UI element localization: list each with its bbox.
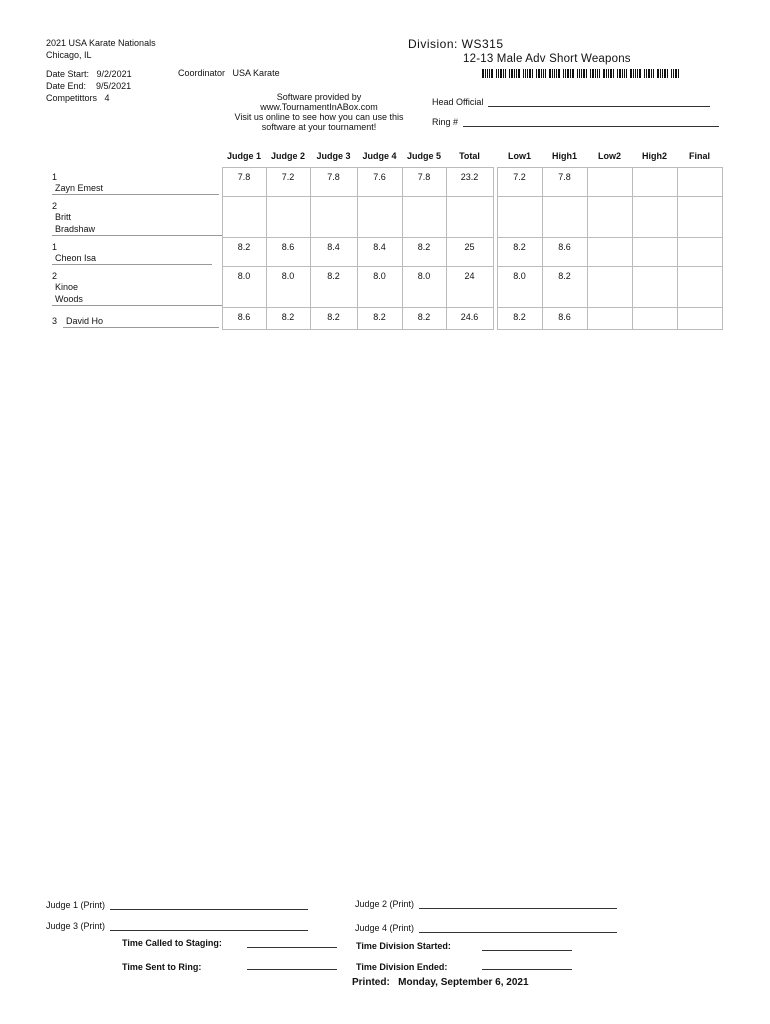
software-line-1: Software provided by <box>276 92 362 102</box>
date-end-label: Date End: <box>46 81 87 91</box>
score-judge-5: 8.2 <box>402 308 446 330</box>
barcode-bar <box>586 69 587 78</box>
time-sent-line <box>247 960 337 970</box>
competitor-number: 3 <box>52 315 58 326</box>
competitors-row <box>46 92 156 104</box>
judge-4-line <box>419 923 617 933</box>
barcode-bar <box>552 69 553 78</box>
score-high2 <box>632 308 677 330</box>
barcode-bar <box>500 69 502 78</box>
time-called-label: Time Called to Staging: <box>122 938 222 948</box>
barcode-bar <box>545 69 546 78</box>
barcode-bar <box>529 69 531 78</box>
score-low1: 7.2 <box>497 168 542 197</box>
score-judge-5: 8.0 <box>402 267 446 308</box>
score-judge-5: 7.8 <box>402 168 446 197</box>
competitor-cell <box>46 168 222 197</box>
barcode-bar <box>485 69 486 78</box>
barcode-bar <box>523 69 524 78</box>
coordinator-row <box>178 68 280 78</box>
barcode-bar <box>536 69 537 78</box>
score-low2 <box>587 267 632 308</box>
header-judge-2: Judge 2 <box>270 151 305 161</box>
barcode-bar <box>664 69 666 78</box>
score-high1: 8.2 <box>542 267 587 308</box>
score-low1: 8.0 <box>497 267 542 308</box>
score-judge-5 <box>402 197 446 238</box>
score-high2 <box>632 168 677 197</box>
barcode-bar <box>673 69 674 78</box>
barcode-bar <box>595 69 596 78</box>
barcode-bar <box>635 69 636 78</box>
score-high1: 8.6 <box>542 308 587 330</box>
barcode-bar <box>498 69 499 78</box>
barcode-bar <box>671 69 672 78</box>
barcode-bar <box>606 69 607 78</box>
judge-2-label: Judge 2 (Print) <box>355 899 415 909</box>
head-official-line <box>488 97 710 107</box>
score-judge-1: 8.0 <box>222 267 266 308</box>
judge-2-signature <box>355 899 617 909</box>
barcode-bar <box>583 69 585 78</box>
event-name: 2021 USA Karate Nationals <box>46 38 156 48</box>
score-judge-2: 7.2 <box>266 168 310 197</box>
score-low2 <box>587 238 632 267</box>
barcode-bar <box>622 69 623 78</box>
score-judge-3: 8.4 <box>310 238 357 267</box>
barcode-bar <box>527 69 528 78</box>
barcode-bar <box>592 69 594 78</box>
barcode-bar <box>610 69 612 78</box>
judge-3-line <box>110 921 308 931</box>
score-table <box>46 145 723 330</box>
competitor-number: 2 <box>52 200 58 211</box>
time-started-line <box>482 941 572 951</box>
barcode-bar <box>489 69 490 78</box>
score-low1 <box>497 197 542 238</box>
score-final <box>677 238 722 267</box>
score-low2 <box>587 308 632 330</box>
score-judge-4: 8.2 <box>357 308 402 330</box>
competitor-cell <box>46 238 222 267</box>
competitors-label: Competittors <box>46 93 98 103</box>
barcode-bar <box>491 69 493 78</box>
score-header-row <box>46 145 722 168</box>
barcode-bar <box>660 69 661 78</box>
barcode-bar <box>624 69 625 78</box>
competitor-cell <box>46 308 222 330</box>
barcode-bar <box>565 69 566 78</box>
score-judge-2: 8.6 <box>266 238 310 267</box>
date-end-value: 9/5/2021 <box>96 81 132 91</box>
score-high1: 7.8 <box>542 168 587 197</box>
barcode-bar <box>678 69 679 78</box>
judge-2-line <box>419 899 617 909</box>
printed-date-row <box>352 977 529 988</box>
score-judge-1: 7.8 <box>222 168 266 197</box>
barcode-bar <box>558 69 560 78</box>
barcode-bar <box>538 69 540 78</box>
score-judge-4 <box>357 197 402 238</box>
score-high1 <box>542 197 587 238</box>
coordinator-label: Coordinator <box>178 68 226 78</box>
barcode-bar <box>653 69 654 78</box>
barcode-bar <box>603 69 605 78</box>
barcode-bar <box>496 69 497 78</box>
barcode-bar <box>518 69 520 78</box>
coordinator-value: USA Karate <box>232 68 280 78</box>
header-high2: High2 <box>641 151 667 161</box>
date-start-label: Date Start: <box>46 69 90 79</box>
barcode-bar <box>646 69 647 78</box>
date-start-value: 9/2/2021 <box>96 69 132 79</box>
barcode-bar <box>572 69 574 78</box>
score-judge-1: 8.2 <box>222 238 266 267</box>
barcode-bar <box>581 69 582 78</box>
score-low1: 8.2 <box>497 238 542 267</box>
judge-1-label: Judge 1 (Print) <box>46 900 106 910</box>
competitor-name: Cheon Isa <box>52 252 212 265</box>
score-high2 <box>632 238 677 267</box>
barcode-bar <box>579 69 580 78</box>
header-judge-4: Judge 4 <box>362 151 397 161</box>
score-low2 <box>587 197 632 238</box>
score-total: 23.2 <box>446 168 493 197</box>
barcode-bar <box>590 69 591 78</box>
name-column-header <box>46 145 222 168</box>
ring-field <box>432 117 719 127</box>
barcode-bar <box>482 69 484 78</box>
barcode-bar <box>608 69 609 78</box>
barcode-bar <box>599 69 600 78</box>
barcode-bar <box>516 69 517 78</box>
competitor-cell <box>46 267 222 308</box>
header-high1: High1 <box>551 151 577 161</box>
time-called-line <box>247 938 337 948</box>
barcode-bar <box>651 69 652 78</box>
printed-date: Monday, September 6, 2021 <box>398 977 529 988</box>
barcode-bar <box>543 69 544 78</box>
barcode-bar <box>487 69 488 78</box>
time-sent-label: Time Sent to Ring: <box>122 962 202 972</box>
score-judge-3: 7.8 <box>310 168 357 197</box>
ring-label: Ring # <box>432 117 459 127</box>
date-end-row <box>46 80 156 92</box>
division-code: Division: WS315 <box>408 37 504 51</box>
header-final: Final <box>688 151 710 161</box>
head-official-field <box>432 97 710 107</box>
printed-label: Printed: <box>352 977 390 988</box>
time-started-field <box>356 941 451 951</box>
barcode-bar <box>644 69 645 78</box>
barcode-bar <box>617 69 618 78</box>
competitor-cell <box>46 197 222 238</box>
score-total <box>446 197 493 238</box>
score-total: 24.6 <box>446 308 493 330</box>
barcode-bar <box>570 69 571 78</box>
score-judge-2: 8.2 <box>266 308 310 330</box>
score-high1: 8.6 <box>542 238 587 267</box>
competitor-number: 1 <box>52 171 58 182</box>
header-low1: Low1 <box>507 151 531 161</box>
software-line-2: www.TournamentInABox.com <box>260 102 378 112</box>
score-low1: 8.2 <box>497 308 542 330</box>
barcode-bar <box>639 69 641 78</box>
barcode-bar <box>525 69 526 78</box>
time-started-label: Time Division Started: <box>356 941 451 951</box>
score-high2 <box>632 197 677 238</box>
header-judge-5: Judge 5 <box>406 151 441 161</box>
judge-4-signature <box>355 923 617 933</box>
barcode-bar <box>662 69 663 78</box>
barcode-bar <box>505 69 506 78</box>
barcode-bar <box>554 69 555 78</box>
score-final <box>677 197 722 238</box>
barcode-bar <box>613 69 614 78</box>
software-line-4: software at your tournament! <box>261 122 377 132</box>
barcode-bar <box>675 69 677 78</box>
header-judge-1: Judge 1 <box>226 151 261 161</box>
competitor-row <box>46 238 722 267</box>
time-ended-line <box>482 960 572 970</box>
score-judge-2 <box>266 197 310 238</box>
barcode-bar <box>549 69 551 78</box>
barcode-bar <box>630 69 632 78</box>
software-note <box>222 92 416 132</box>
barcode-bar <box>532 69 533 78</box>
barcode-bar <box>667 69 668 78</box>
score-judge-3 <box>310 197 357 238</box>
score-judge-5: 8.2 <box>402 238 446 267</box>
barcode <box>482 69 683 78</box>
barcode-bar <box>511 69 513 78</box>
header-low2: Low2 <box>597 151 621 161</box>
score-final <box>677 308 722 330</box>
barcode-bar <box>567 69 569 78</box>
competitor-name: Britt Bradshaw <box>52 211 222 236</box>
competitor-row <box>46 267 722 308</box>
competitor-name: Zayn Emest <box>52 182 219 195</box>
ring-line <box>463 117 719 127</box>
software-line-3: Visit us online to see how you can use this <box>234 112 404 122</box>
competitor-number: 2 <box>52 270 58 281</box>
competitor-row <box>46 308 722 330</box>
competitor-name: Kinoe Woods <box>52 281 222 306</box>
head-official-label: Head Official <box>432 97 484 107</box>
score-high2 <box>632 267 677 308</box>
judge-4-label: Judge 4 (Print) <box>355 923 415 933</box>
time-sent-field <box>122 962 201 972</box>
score-final <box>677 168 722 197</box>
barcode-bar <box>514 69 515 78</box>
date-start-row <box>46 68 156 80</box>
barcode-bar <box>503 69 504 78</box>
barcode-bar <box>633 69 634 78</box>
competitor-row <box>46 197 722 238</box>
score-judge-3: 8.2 <box>310 308 357 330</box>
judge-1-line <box>110 900 308 910</box>
competitor-row <box>46 168 722 197</box>
score-final <box>677 267 722 308</box>
barcode-bar <box>541 69 542 78</box>
competitor-number: 1 <box>52 241 58 252</box>
score-total: 25 <box>446 238 493 267</box>
score-judge-2: 8.0 <box>266 267 310 308</box>
judge-3-label: Judge 3 (Print) <box>46 921 106 931</box>
score-judge-3: 8.2 <box>310 267 357 308</box>
barcode-bar <box>597 69 598 78</box>
barcode-bar <box>657 69 659 78</box>
score-judge-4: 8.4 <box>357 238 402 267</box>
time-ended-label: Time Division Ended: <box>356 962 448 972</box>
barcode-bar <box>556 69 557 78</box>
judge-1-signature <box>46 900 308 910</box>
judge-3-signature <box>46 921 308 931</box>
division-name: 12-13 Male Adv Short Weapons <box>463 53 631 65</box>
event-info <box>46 37 156 104</box>
time-ended-field <box>356 962 447 972</box>
score-total: 24 <box>446 267 493 308</box>
barcode-bar <box>648 69 650 78</box>
competitor-name: David Ho <box>63 315 219 328</box>
barcode-bar <box>619 69 621 78</box>
score-judge-1 <box>222 197 266 238</box>
time-called-field <box>122 938 222 948</box>
barcode-bar <box>577 69 578 78</box>
score-low2 <box>587 168 632 197</box>
barcode-bar <box>509 69 510 78</box>
score-judge-4: 8.0 <box>357 267 402 308</box>
event-location: Chicago, IL <box>46 50 92 60</box>
barcode-bar <box>637 69 638 78</box>
barcode-bar <box>626 69 627 78</box>
header-total: Total <box>459 151 480 161</box>
score-judge-4: 7.6 <box>357 168 402 197</box>
competitors-count: 4 <box>104 93 110 103</box>
header-judge-3: Judge 3 <box>316 151 351 161</box>
barcode-bar <box>563 69 564 78</box>
score-judge-1: 8.6 <box>222 308 266 330</box>
